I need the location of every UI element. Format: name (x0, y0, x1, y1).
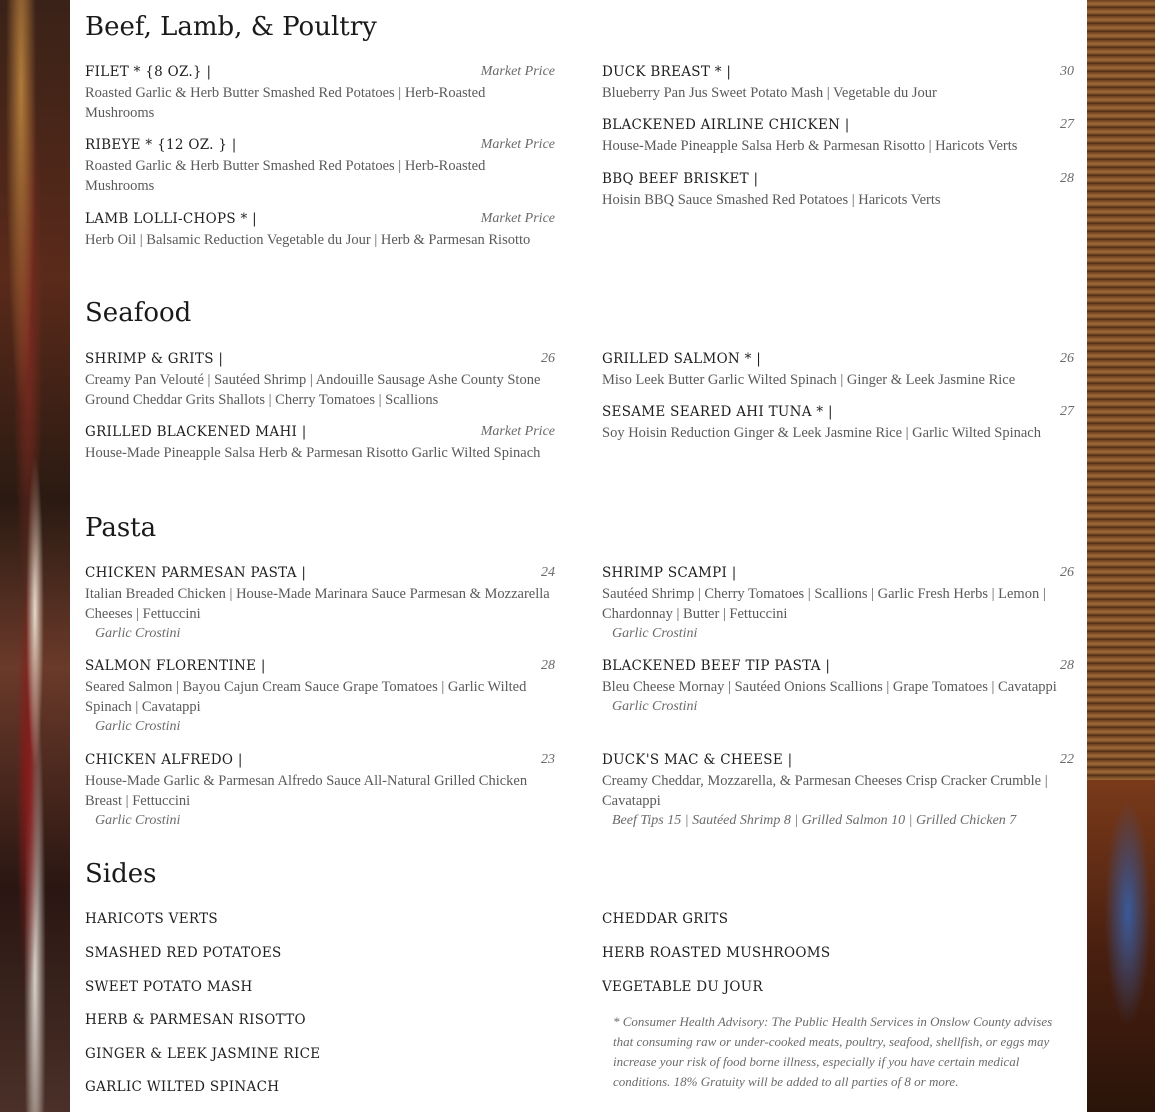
item-price: 26 (541, 351, 555, 366)
item-price: 28 (541, 658, 555, 673)
side-item-herb-parmesan-risotto: HERB & PARMESAN RISOTTO (85, 1012, 306, 1028)
item-name: CHICKEN ALFREDO | (85, 752, 243, 768)
item-description: House-Made Garlic & Parmesan Alfredo Sauce All-Natural Grilled Chicken Breast | Fettuccini (85, 773, 528, 809)
item-name: CHICKEN PARMESAN PASTA | (85, 565, 307, 581)
item-side-note: Garlic Crostini (95, 719, 181, 734)
item-name: RIBEYE * {12 OZ. } | (85, 137, 237, 153)
item-description: Sautéed Shrimp | Cherry Tomatoes | Scallions | Garlic Fresh Herbs | Lemon | Chardonnay | Butter | Fettuccini (602, 586, 1046, 622)
side-item-garlic-wilted-spinach: GARLIC WILTED SPINACH (85, 1079, 280, 1095)
item-description: Hoisin BBQ Sauce Smashed Red Potatoes | Haricots Verts (602, 192, 941, 208)
item-description: Miso Leek Butter Garlic Wilted Spinach | Ginger & Leek Jasmine Rice (602, 372, 1016, 388)
side-item-vegetable-du-jour: VEGETABLE DU JOUR (602, 979, 763, 995)
menu-item-chicken-parmesan-pasta (85, 564, 555, 644)
side-item-haricots-verts: HARICOTS VERTS (85, 911, 218, 927)
consumer-health-advisory: * Consumer Health Advisory: The Public Health Services in Onslow County advises that consuming raw or under-cooked meats, poultry, seafood, shellfish, or eggs may increase your risk of food borne illness, especially if you have certain medical conditions. 18% Gratuity will be added to all parties of 8 or more. (613, 1014, 1053, 1089)
item-description: Italian Breaded Chicken | House-Made Marinara Sauce Parmesan & Mozzarella Cheeses | Fettuccini (85, 586, 550, 622)
menu-item-shrimp-scampi (602, 564, 1074, 644)
menu-item-ribeye (85, 136, 555, 196)
item-description: Bleu Cheese Mornay | Sautéed Onions Scallions | Grape Tomatoes | Cavatappi (602, 679, 1057, 695)
item-name: SALMON FLORENTINE | (85, 658, 266, 674)
item-price: 26 (1060, 565, 1074, 580)
background-photo-right (1087, 0, 1155, 1112)
item-name: SHRIMP SCAMPI | (602, 565, 737, 581)
section-title-pasta: Pasta (85, 513, 157, 543)
item-side-note: Garlic Crostini (95, 813, 181, 828)
item-description: House-Made Pineapple Salsa Herb & Parmesan Risotto | Haricots Verts (602, 138, 1018, 154)
menu-item-duck-breast (602, 63, 1074, 103)
item-description: Roasted Garlic & Herb Butter Smashed Red Potatoes | Herb-Roasted Mushrooms (85, 158, 486, 194)
item-name: GRILLED SALMON * | (602, 351, 762, 367)
item-name: BLACKENED BEEF TIP PASTA | (602, 658, 831, 674)
item-price: Market Price (480, 211, 555, 226)
item-price: 23 (541, 752, 555, 767)
menu-item-grilled-blackened-mahi (85, 423, 555, 463)
menu-item-grilled-salmon (602, 350, 1074, 390)
menu-item-sesame-seared-ahi-tuna (602, 403, 1074, 443)
item-price: 24 (541, 565, 555, 580)
item-add-ons: Beef Tips 15 | Sautéed Shrimp 8 | Grilled Salmon 10 | Grilled Chicken 7 (612, 813, 1017, 828)
item-price: Market Price (480, 64, 555, 79)
menu-page (70, 0, 1087, 1112)
menu-item-chicken-alfredo (85, 751, 555, 831)
item-name: FILET * {8 OZ.} | (85, 64, 212, 80)
menu-item-blackened-airline-chicken (602, 116, 1074, 156)
item-price: Market Price (480, 137, 555, 152)
side-item-ginger-leek-jasmine-rice: GINGER & LEEK JASMINE RICE (85, 1046, 321, 1062)
item-side-note: Garlic Crostini (612, 699, 698, 714)
item-name: BBQ BEEF BRISKET | (602, 171, 759, 187)
item-side-note: Garlic Crostini (612, 626, 698, 641)
item-price: 22 (1060, 752, 1074, 767)
item-description: Roasted Garlic & Herb Butter Smashed Red Potatoes | Herb-Roasted Mushrooms (85, 85, 486, 121)
item-description: Creamy Pan Velouté | Sautéed Shrimp | Andouille Sausage Ashe County Stone Ground Cheddar Grits Shallots | Cherry Tomatoes | Scallions (85, 372, 541, 408)
item-name: SESAME SEARED AHI TUNA * | (602, 404, 833, 420)
item-name: GRILLED BLACKENED MAHI | (85, 424, 307, 440)
item-price: 30 (1060, 64, 1074, 79)
menu-item-lamb-lolli-chops (85, 210, 555, 250)
item-name: LAMB LOLLI-CHOPS * | (85, 211, 257, 227)
item-side-note: Garlic Crostini (95, 626, 181, 641)
item-price: 26 (1060, 351, 1074, 366)
item-name: SHRIMP & GRITS | (85, 351, 224, 367)
item-price: 27 (1060, 117, 1074, 132)
section-title-seafood: Seafood (85, 298, 192, 328)
menu-item-filet (85, 63, 555, 123)
item-name: BLACKENED AIRLINE CHICKEN | (602, 117, 850, 133)
item-price: Market Price (480, 424, 555, 439)
menu-item-bbq-beef-brisket (602, 170, 1074, 210)
item-description: House-Made Pineapple Salsa Herb & Parmesan Risotto Garlic Wilted Spinach (85, 445, 541, 461)
section-title-beef: Beef, Lamb, & Poultry (85, 12, 377, 42)
item-description: Herb Oil | Balsamic Reduction Vegetable du Jour | Herb & Parmesan Risotto (85, 232, 531, 248)
item-description: Soy Hoisin Reduction Ginger & Leek Jasmine Rice | Garlic Wilted Spinach (602, 425, 1041, 441)
section-title-sides: Sides (85, 859, 157, 889)
item-price: 28 (1060, 171, 1074, 186)
menu-item-blackened-beef-tip-pasta (602, 657, 1074, 717)
side-item-cheddar-grits: CHEDDAR GRITS (602, 911, 729, 927)
menu-item-ducks-mac-and-cheese (602, 751, 1074, 831)
item-description: Blueberry Pan Jus Sweet Potato Mash | Vegetable du Jour (602, 85, 937, 101)
item-name: DUCK'S MAC & CHEESE | (602, 752, 793, 768)
item-description: Seared Salmon | Bayou Cajun Cream Sauce Grape Tomatoes | Garlic Wilted Spinach | Cavatappi (85, 679, 527, 715)
menu-item-shrimp-and-grits (85, 350, 555, 410)
side-item-smashed-red-potatoes: SMASHED RED POTATOES (85, 945, 282, 961)
side-item-sweet-potato-mash: SWEET POTATO MASH (85, 979, 253, 995)
side-item-herb-roasted-mushrooms: HERB ROASTED MUSHROOMS (602, 945, 831, 961)
item-description: Creamy Cheddar, Mozzarella, & Parmesan Cheeses Crisp Cracker Crumble | Cavatappi (602, 773, 1048, 809)
background-photo-left (0, 0, 70, 1112)
menu-item-salmon-florentine (85, 657, 555, 737)
item-price: 27 (1060, 404, 1074, 419)
item-name: DUCK BREAST * | (602, 64, 732, 80)
item-price: 28 (1060, 658, 1074, 673)
